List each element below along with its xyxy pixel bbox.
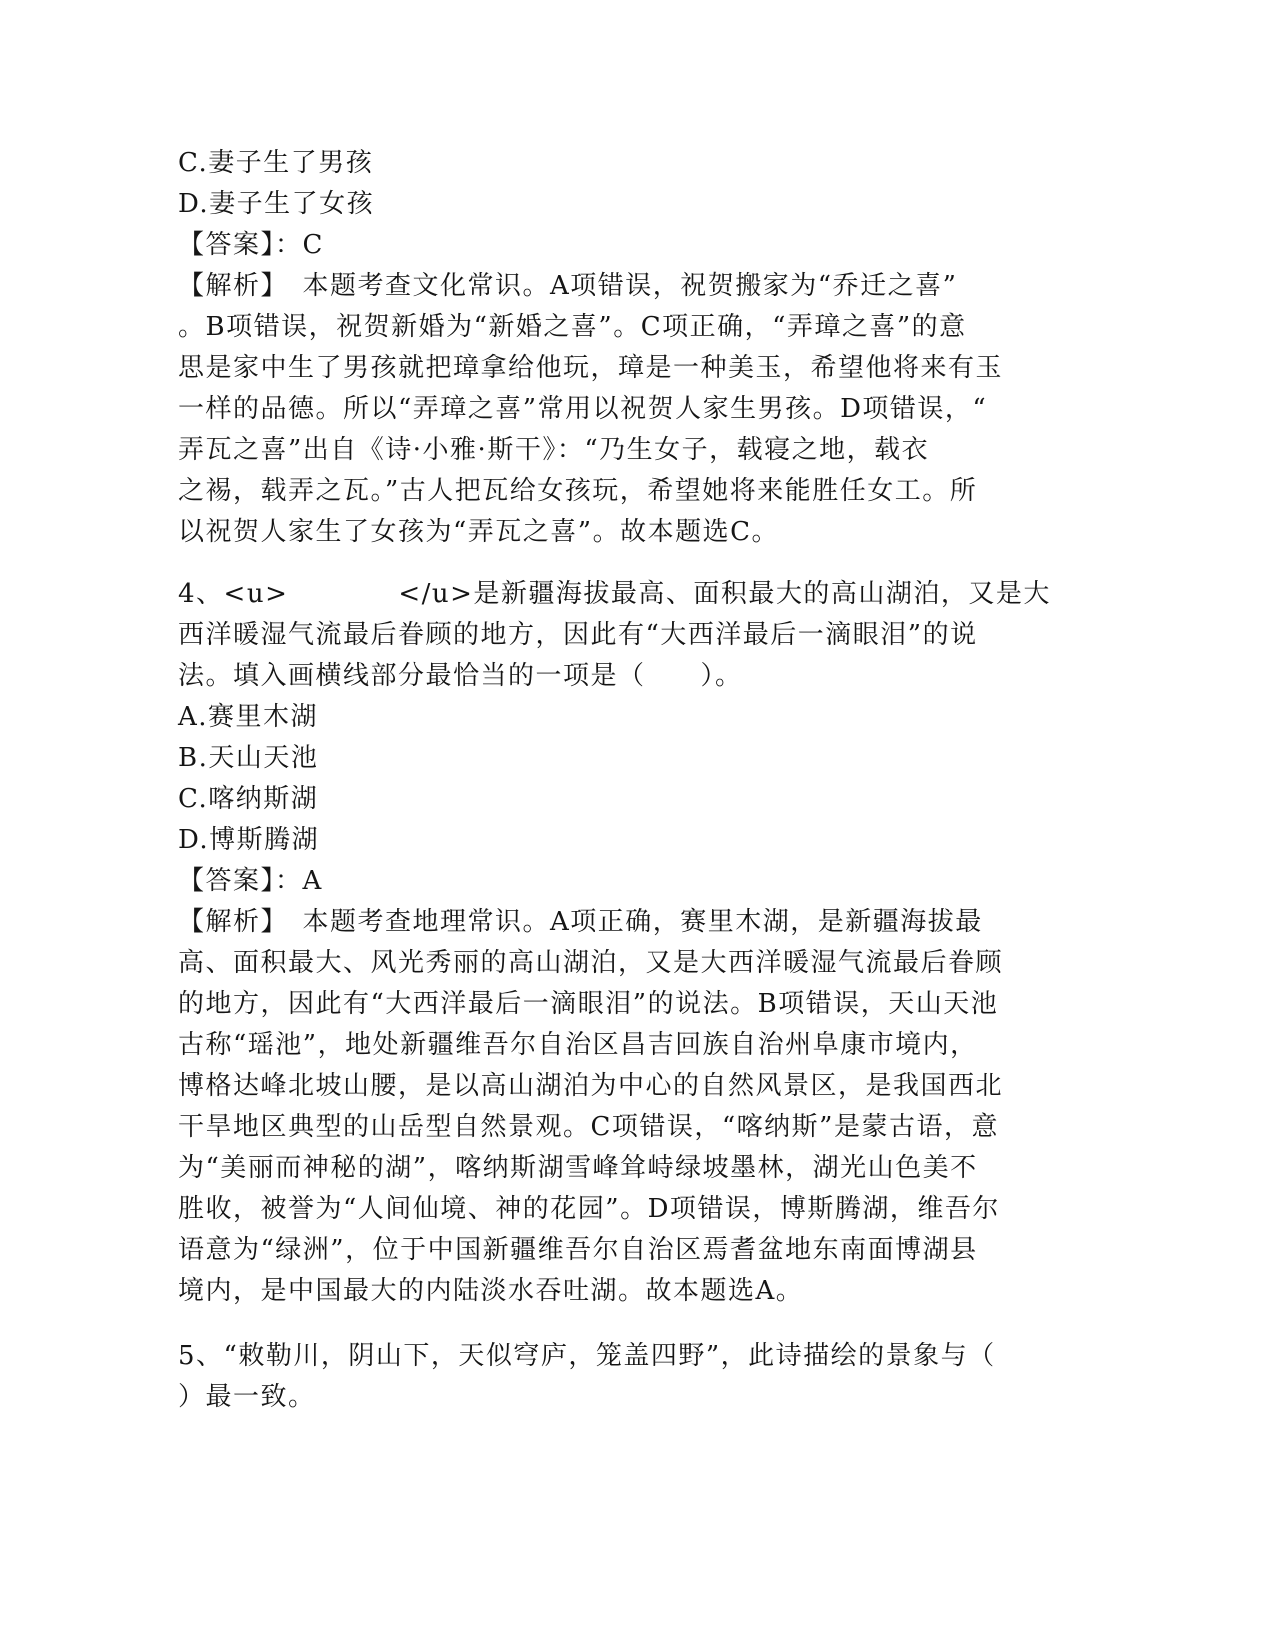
- option-line: A.赛里木湖: [178, 702, 319, 732]
- analysis-line: 为“美丽而神秘的湖”，喀纳斯湖雪峰耸峙绿坡墨林，湖光山色美不: [178, 1153, 978, 1183]
- analysis-line: 胜收，被誉为“人间仙境、神的花园”。D项错误，博斯腾湖，维吾尔: [178, 1194, 1000, 1224]
- analysis-line: 【解析】 本题考查地理常识。A项正确，赛里木湖，是新疆海拔最: [178, 907, 983, 937]
- analysis-line: 高、面积最大、风光秀丽的高山湖泊，又是大西洋暖湿气流最后眷顾: [178, 948, 1004, 978]
- analysis-line: 古称“瑶池”，地处新疆维吾尔自治区昌吉回族自治州阜康市境内，: [178, 1030, 978, 1060]
- stem-line: 法。填入画横线部分最恰当的一项是（ ）。: [178, 661, 743, 691]
- analysis-line: 思是家中生了男孩就把璋拿给他玩，璋是一种美玉，希望他将来有玉: [178, 353, 1004, 383]
- analysis-line: 一样的品德。所以“弄璋之喜”常用以祝贺人家生男孩。D项错误，“: [178, 394, 988, 424]
- analysis-line: 【解析】 本题考查文化常识。A项错误，祝贺搬家为“乔迁之喜”: [178, 271, 958, 301]
- stem-line: ）最一致。: [178, 1382, 316, 1412]
- analysis-line: 博格达峰北坡山腰，是以高山湖泊为中心的自然风景区，是我国西北: [178, 1071, 1004, 1101]
- analysis-line: 以祝贺人家生了女孩为“弄瓦之喜”。故本题选C。: [178, 517, 779, 547]
- stem-line: 5、“敕勒川，阴山下，天似穹庐，笼盖四野”，此诗描绘的景象与（: [178, 1341, 996, 1371]
- option-line: C.喀纳斯湖: [178, 784, 319, 814]
- question-4: [178, 574, 1058, 1312]
- analysis-line: 干旱地区典型的山岳型自然景观。C项错误，“喀纳斯”是蒙古语，意: [178, 1112, 999, 1142]
- option-line: B.天山天池: [178, 743, 319, 773]
- analysis-line: 之裼，载弄之瓦。”古人把瓦给女孩玩，希望她将来能胜任女工。所: [178, 476, 978, 506]
- analysis-line: 的地方，因此有“大西洋最后一滴眼泪”的说法。B项错误，天山天池: [178, 989, 999, 1019]
- stem-line: 4、<u> </u>是新疆海拔最高、面积最大的高山湖泊，又是大: [178, 579, 1051, 609]
- question-3-continuation: [178, 143, 1058, 553]
- answer-line: 【答案】：A: [178, 866, 323, 896]
- option-line: C.妻子生了男孩: [178, 148, 374, 178]
- stem-line: 西洋暖湿气流最后眷顾的地方，因此有“大西洋最后一滴眼泪”的说: [178, 620, 978, 650]
- analysis-line: 境内，是中国最大的内陆淡水吞吐湖。故本题选A。: [178, 1276, 804, 1306]
- answer-line: 【答案】：C: [178, 230, 324, 260]
- option-line: D.妻子生了女孩: [178, 189, 375, 219]
- analysis-line: 。B项错误，祝贺新婚为“新婚之喜”。C项正确，“弄璋之喜”的意: [178, 312, 967, 342]
- analysis-line: 弄瓦之喜”出自《诗·小雅·斯干》：“乃生女子，载寝之地，载衣: [178, 435, 930, 465]
- analysis-line: 语意为“绿洲”，位于中国新疆维吾尔自治区焉耆盆地东南面博湖县: [178, 1235, 978, 1265]
- question-5: [178, 1336, 1058, 1418]
- option-line: D.博斯腾湖: [178, 825, 320, 855]
